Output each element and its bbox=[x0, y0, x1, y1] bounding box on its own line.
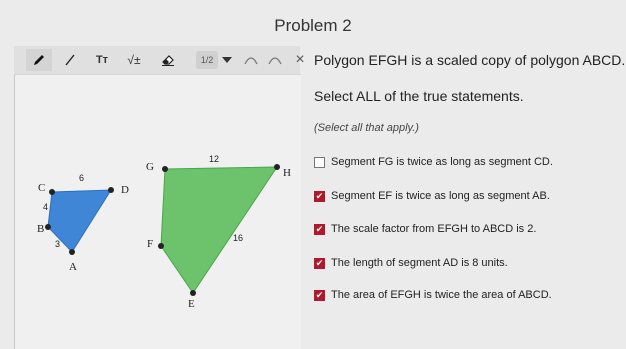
drawing-toolbar bbox=[14, 46, 305, 74]
drawing-canvas[interactable] bbox=[14, 74, 301, 349]
vertex-a bbox=[69, 249, 75, 255]
answer-option-label: Segment EF is twice as long as segment AB. bbox=[331, 190, 550, 202]
polygon-efgh bbox=[161, 167, 277, 293]
line-tool-button[interactable] bbox=[60, 49, 80, 71]
answer-option-label: Segment FG is twice as long as segment CD. bbox=[331, 156, 553, 168]
page-title: Problem 2 bbox=[274, 16, 352, 35]
vertex-d bbox=[108, 187, 114, 193]
side-ab-length: 3 bbox=[55, 239, 61, 249]
label-f: F bbox=[147, 238, 154, 250]
pencil-icon bbox=[32, 53, 46, 67]
answer-option[interactable] bbox=[314, 289, 552, 301]
label-h: H bbox=[283, 167, 291, 179]
label-g: G bbox=[146, 161, 154, 173]
close-button[interactable]: × bbox=[295, 51, 305, 68]
answer-option[interactable] bbox=[314, 257, 508, 269]
line-icon bbox=[63, 53, 77, 67]
chevron-down-icon bbox=[222, 57, 232, 63]
label-d: D bbox=[121, 184, 129, 196]
side-gh-length: 12 bbox=[209, 154, 220, 164]
color-swatch: 1/2 bbox=[196, 51, 218, 69]
side-cd-length: 6 bbox=[79, 173, 85, 183]
vertex-e bbox=[190, 290, 196, 296]
label-e: E bbox=[188, 298, 195, 310]
vertex-b bbox=[45, 224, 51, 230]
question-prompt: Polygon EFGH is a scaled copy of polygon ABCD. bbox=[314, 52, 626, 68]
checkbox-checked[interactable]: ✔ bbox=[315, 289, 324, 300]
answer-option-label: The length of segment AD is 8 units. bbox=[331, 257, 508, 269]
answer-option-label: The scale factor from EFGH to ABCD is 2. bbox=[331, 223, 537, 235]
label-c: C bbox=[38, 182, 46, 194]
color-picker-button[interactable] bbox=[190, 49, 238, 71]
checkbox-checked[interactable]: ✔ bbox=[315, 223, 324, 234]
checkbox-unchecked[interactable] bbox=[314, 157, 325, 168]
eraser-icon bbox=[160, 53, 176, 67]
question-hint: (Select all that apply.) bbox=[314, 122, 419, 134]
answer-option[interactable] bbox=[314, 156, 553, 168]
checkbox-checked[interactable]: ✔ bbox=[315, 190, 324, 201]
eraser-tool-button[interactable] bbox=[156, 49, 180, 71]
math-tool-button[interactable]: √± bbox=[127, 53, 141, 67]
answer-option[interactable] bbox=[314, 190, 550, 202]
answer-option[interactable] bbox=[314, 223, 536, 235]
side-bc-length: 4 bbox=[43, 202, 49, 212]
vertex-g bbox=[162, 166, 168, 172]
polygons-figure bbox=[15, 75, 301, 349]
side-fe-length: 16 bbox=[233, 233, 244, 243]
pencil-tool-button[interactable] bbox=[26, 49, 52, 71]
question-instruction: Select ALL of the true statements. bbox=[314, 88, 524, 104]
label-b: B bbox=[37, 223, 45, 235]
undo-icon bbox=[243, 54, 259, 66]
checkbox-checked[interactable]: ✔ bbox=[315, 257, 324, 268]
vertex-c bbox=[49, 189, 55, 195]
vertex-h bbox=[274, 164, 280, 170]
redo-icon bbox=[267, 54, 283, 66]
undo-button[interactable] bbox=[240, 49, 262, 71]
text-tool-button[interactable]: Tт bbox=[95, 54, 109, 66]
label-a: A bbox=[69, 261, 77, 273]
answer-option-label: The area of EFGH is twice the area of ABCD. bbox=[331, 289, 552, 301]
redo-button[interactable] bbox=[264, 49, 286, 71]
vertex-f bbox=[158, 243, 164, 249]
